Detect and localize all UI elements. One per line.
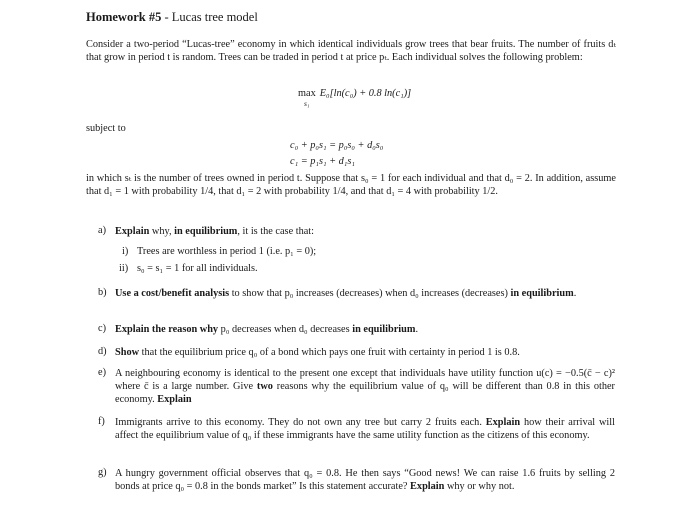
question-b-marker: b) (98, 287, 107, 298)
question-b-end: . (573, 288, 577, 299)
question-b-bold: Use a cost/benefit analysis (115, 288, 230, 299)
question-d-marker: d) (98, 346, 107, 357)
question-a-mid: why, (149, 226, 175, 237)
max-subscript: s₁ (304, 99, 310, 108)
question-f-marker: f) (98, 416, 105, 427)
subject-to-label: subject to (86, 123, 126, 134)
question-f-start: Immigrants arrive to this economy. They do not own any tree but carry 2 fruits each. (115, 417, 486, 428)
question-e-bold: two (256, 381, 273, 393)
question-c-marker: c) (98, 323, 106, 334)
intro-paragraph: Consider a two-period “Lucas-tree” economy in which identical individuals grow trees that bear fruits. The number of fruits dₜ that grow in period t is random. Trees can be traded in period t at price pₜ. Each individual solves the following problem: (86, 39, 616, 64)
question-e-bold2: Explain (157, 394, 192, 406)
question-g-start: A hungry government official observes that q₀ = 0.8. He then says “Good news! We can raise 1.6 fruits by selling 2 bonds at price q₀ = 0.8 in the bonds market” Is this statement accurate? (115, 468, 615, 493)
question-c-bold2: in equilibrium (352, 324, 416, 335)
question-d-bold: Show (115, 347, 140, 358)
question-d-end: that the equilibrium price q₀ of a bond which pays one fruit with certainty in period 1 is 0.8. (139, 347, 520, 358)
title-rest: - Lucas tree model (161, 10, 258, 24)
question-c-end: . (415, 324, 419, 335)
question-g (115, 467, 615, 493)
title-bold: Homework #5 (86, 10, 162, 24)
question-g-end: why or why not. (444, 481, 515, 493)
question-a-bold: Explain (115, 226, 150, 237)
subitem-i-text: Trees are worthless in period 1 (i.e. p₁ = 0); (137, 246, 317, 257)
subitem-ii-text: s₀ = s₁ = 1 for all individuals. (137, 263, 258, 274)
question-g-bold: Explain (410, 481, 445, 493)
page-title (86, 10, 258, 25)
subitem-i-marker: i) (122, 246, 129, 257)
question-a-end: , it is the case that: (237, 226, 315, 237)
question-e (115, 367, 615, 407)
question-c-bold: Explain the reason why (115, 324, 219, 335)
objective-equation (298, 88, 412, 108)
question-c-mid: p₀ decreases when d₀ decreases (218, 324, 353, 335)
budget-constraint-0: c₀ + p₀s₁ = p₀s₀ + d₀s₀ (290, 140, 384, 151)
max-operator: max (298, 88, 316, 99)
question-b-bold2: in equilibrium (510, 288, 574, 299)
question-a (115, 225, 615, 238)
setup-paragraph: in which sₜ is the number of trees owned in period t. Suppose that s₀ = 1 for each individual and that d₀ = 2. In addition, assume that d₁ = 1 with probability 1/4, that d₁ = 2 with probability 1/4, and that d₁ = 4 with probability 1/2. (86, 173, 616, 198)
question-f (115, 416, 615, 442)
question-e-mid: reasons why the equilibrium value of q₀ will be different than 0.8 in this other economy. (115, 381, 615, 406)
subitem-ii-marker: ii) (119, 263, 129, 274)
question-f-end: how their arrival will affect the equilibrium value of q₀ if these immigrants have the same utility function as the citizens of this economy. (115, 417, 615, 442)
question-a-bold2: in equilibrium (174, 226, 238, 237)
question-c (115, 323, 615, 336)
question-e-marker: e) (98, 367, 106, 378)
question-e-start: A neighbouring economy is identical to the present one except that individuals have utility function u(c) = −0.5(c̄ − c)² where c̄ is a large number. Give (115, 368, 615, 393)
question-g-marker: g) (98, 467, 107, 478)
question-a-marker: a) (98, 225, 106, 236)
question-b (115, 287, 615, 300)
question-b-mid: to show that p₀ increases (decreases) when d₀ increases (decreases) (229, 288, 511, 299)
objective-body: E₀[ln(c₀) + 0.8 ln(c₁)] (319, 88, 412, 99)
budget-constraint-1: c₁ = p₁s₁ + d₁s₁ (290, 156, 355, 167)
question-d (115, 346, 615, 359)
question-f-bold: Explain (485, 417, 521, 428)
